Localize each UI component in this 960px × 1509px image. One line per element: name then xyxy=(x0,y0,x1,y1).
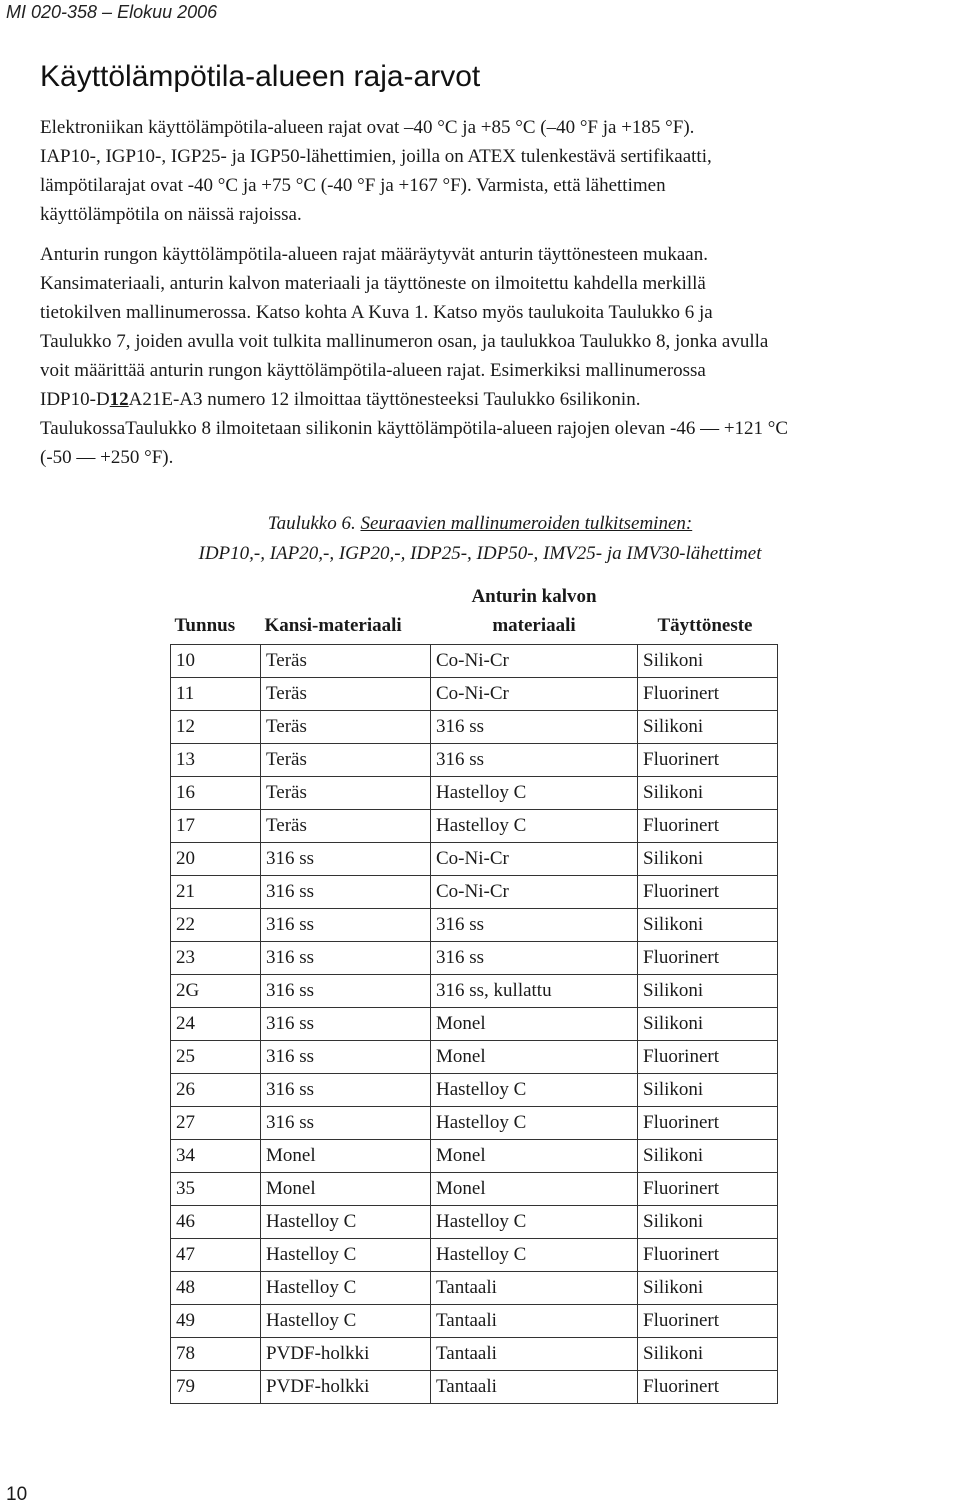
table-row xyxy=(171,1239,778,1272)
cell-fill-fluid: Silikoni xyxy=(638,645,778,678)
cell-diaphragm-material: Co-Ni-Cr xyxy=(431,876,638,909)
table-row xyxy=(171,777,778,810)
model-example-prefix: IDP10-D xyxy=(40,389,110,410)
cell-cover-material: Hastelloy C xyxy=(261,1305,431,1338)
cell-diaphragm-material: 316 ss xyxy=(431,711,638,744)
table-row xyxy=(171,876,778,909)
model-code-table xyxy=(170,582,778,1404)
header-diaphragm-material xyxy=(431,582,638,645)
table-row xyxy=(171,1041,778,1074)
cell-fill-fluid: Silikoni xyxy=(638,711,778,744)
header-code: Tunnus xyxy=(171,582,261,645)
cell-code: 47 xyxy=(171,1239,261,1272)
cell-code: 26 xyxy=(171,1074,261,1107)
cell-code: 46 xyxy=(171,1206,261,1239)
cell-code: 12 xyxy=(171,711,261,744)
paragraph-line: tietokilven mallinumerossa. Katso kohta A Kuva 1. Katso myös taulukoita Taulukko 6 ja xyxy=(40,302,713,323)
cell-code: 27 xyxy=(171,1107,261,1140)
cell-cover-material: 316 ss xyxy=(261,843,431,876)
cell-cover-material: 316 ss xyxy=(261,1074,431,1107)
table-row xyxy=(171,810,778,843)
cell-diaphragm-material: Monel xyxy=(431,1173,638,1206)
cell-fill-fluid: Silikoni xyxy=(638,1074,778,1107)
cell-code: 13 xyxy=(171,744,261,777)
cell-cover-material: 316 ss xyxy=(261,942,431,975)
cell-code: 78 xyxy=(171,1338,261,1371)
cell-cover-material: Teräs xyxy=(261,777,431,810)
cell-code: 17 xyxy=(171,810,261,843)
cell-fill-fluid: Silikoni xyxy=(638,1272,778,1305)
cell-fill-fluid: Fluorinert xyxy=(638,744,778,777)
cell-cover-material: Teräs xyxy=(261,810,431,843)
cell-fill-fluid: Fluorinert xyxy=(638,1239,778,1272)
cell-cover-material: PVDF-holkki xyxy=(261,1338,431,1371)
running-header: MI 020-358 – Elokuu 2006 xyxy=(6,2,218,22)
cell-code: 21 xyxy=(171,876,261,909)
page-number: 10 xyxy=(6,1484,28,1505)
table-body xyxy=(171,645,778,1404)
cell-diaphragm-material: 316 ss, kullattu xyxy=(431,975,638,1008)
paragraph-line: IAP10-, IGP10-, IGP25- ja IGP50-lähettimien, joilla on ATEX tulenkestävä sertifikaatti, xyxy=(40,146,712,167)
cell-code: 16 xyxy=(171,777,261,810)
cell-diaphragm-material: Co-Ni-Cr xyxy=(431,645,638,678)
table-row xyxy=(171,1074,778,1107)
cell-cover-material: 316 ss xyxy=(261,1107,431,1140)
cell-cover-material: 316 ss xyxy=(261,1008,431,1041)
cell-code: 48 xyxy=(171,1272,261,1305)
cell-diaphragm-material: Tantaali xyxy=(431,1338,638,1371)
cell-diaphragm-material: Hastelloy C xyxy=(431,777,638,810)
cell-cover-material: 316 ss xyxy=(261,975,431,1008)
section-title: Käyttölämpötila-alueen raja-arvot xyxy=(40,60,481,93)
paragraph-line: Anturin rungon käyttölämpötila-alueen rajat määräytyvät anturin täyttönesteen mukaan. xyxy=(40,244,708,265)
cell-cover-material: Teräs xyxy=(261,744,431,777)
cell-code: 34 xyxy=(171,1140,261,1173)
cell-fill-fluid: Fluorinert xyxy=(638,1305,778,1338)
table-row xyxy=(171,645,778,678)
cell-fill-fluid: Fluorinert xyxy=(638,1107,778,1140)
cell-diaphragm-material: 316 ss xyxy=(431,744,638,777)
cell-fill-fluid: Silikoni xyxy=(638,975,778,1008)
cell-code: 2G xyxy=(171,975,261,1008)
header-fill-fluid: Täyttöneste xyxy=(638,582,778,645)
table-header-row xyxy=(171,582,778,645)
paragraph-line: (-50 — +250 °F). xyxy=(40,447,174,468)
paragraph-line: voit määrittää anturin rungon käyttölämpötila-alueen rajat. Esimerkiksi mallinumerossa xyxy=(40,360,706,381)
cell-diaphragm-material: Monel xyxy=(431,1140,638,1173)
table-row xyxy=(171,1107,778,1140)
paragraph-line: Kansimateriaali, anturin kalvon materiaali ja täyttöneste on ilmoitettu kahdella merkillä xyxy=(40,273,706,294)
cell-cover-material: Teräs xyxy=(261,678,431,711)
cell-code: 49 xyxy=(171,1305,261,1338)
cell-fill-fluid: Fluorinert xyxy=(638,1173,778,1206)
cell-diaphragm-material: Co-Ni-Cr xyxy=(431,843,638,876)
table-row xyxy=(171,1305,778,1338)
cell-code: 10 xyxy=(171,645,261,678)
cell-cover-material: Monel xyxy=(261,1140,431,1173)
table-row xyxy=(171,975,778,1008)
table-row xyxy=(171,1173,778,1206)
table-caption-subtitle: IDP10,-, IAP20,-, IGP20,-, IDP25-, IDP50-, IMV25- ja IMV30-lähettimet xyxy=(198,543,762,564)
cell-cover-material: Monel xyxy=(261,1173,431,1206)
cell-cover-material: Teräs xyxy=(261,711,431,744)
cell-diaphragm-material: Hastelloy C xyxy=(431,1239,638,1272)
cell-diaphragm-material: Hastelloy C xyxy=(431,810,638,843)
cell-fill-fluid: Silikoni xyxy=(638,1206,778,1239)
table-row xyxy=(171,909,778,942)
model-example-suffix: A21E-A3 numero 12 ilmoittaa täyttönesteeksi Taulukko 6silikonin. xyxy=(128,389,641,410)
cell-cover-material: Teräs xyxy=(261,645,431,678)
cell-diaphragm-material: 316 ss xyxy=(431,942,638,975)
cell-fill-fluid: Fluorinert xyxy=(638,810,778,843)
cell-code: 79 xyxy=(171,1371,261,1404)
table-row xyxy=(171,744,778,777)
table-row xyxy=(171,1371,778,1404)
table-row xyxy=(171,1206,778,1239)
cell-fill-fluid: Silikoni xyxy=(638,1140,778,1173)
cell-cover-material: PVDF-holkki xyxy=(261,1371,431,1404)
cell-code: 11 xyxy=(171,678,261,711)
cell-fill-fluid: Silikoni xyxy=(638,1338,778,1371)
header-diaphragm-line1: Anturin kalvon xyxy=(471,586,597,607)
cell-code: 22 xyxy=(171,909,261,942)
cell-cover-material: 316 ss xyxy=(261,909,431,942)
cell-cover-material: Hastelloy C xyxy=(261,1239,431,1272)
cell-fill-fluid: Fluorinert xyxy=(638,876,778,909)
cell-fill-fluid: Silikoni xyxy=(638,909,778,942)
paragraph-line: TaulukossaTaulukko 8 ilmoitetaan silikonin käyttölämpötila-alueen rajojen olevan -46 — +121 °C xyxy=(40,418,789,439)
cell-cover-material: 316 ss xyxy=(261,1041,431,1074)
header-diaphragm-line2: materiaali xyxy=(492,615,576,636)
table-row xyxy=(171,1008,778,1041)
cell-fill-fluid: Silikoni xyxy=(638,1008,778,1041)
cell-fill-fluid: Silikoni xyxy=(638,843,778,876)
cell-diaphragm-material: Hastelloy C xyxy=(431,1206,638,1239)
table-caption xyxy=(0,513,960,535)
cell-code: 24 xyxy=(171,1008,261,1041)
paragraph-line: käyttölämpötila on näissä rajoissa. xyxy=(40,204,302,225)
table-caption-title: Seuraavien mallinumeroiden tulkitseminen: xyxy=(360,513,693,534)
cell-cover-material: Hastelloy C xyxy=(261,1206,431,1239)
cell-diaphragm-material: Monel xyxy=(431,1008,638,1041)
paragraph-line: Elektroniikan käyttölämpötila-alueen rajat ovat –40 °C ja +85 °C (–40 °F ja +185 °F). xyxy=(40,117,695,138)
cell-diaphragm-material: 316 ss xyxy=(431,909,638,942)
table-caption-label: Taulukko 6. xyxy=(267,513,356,534)
cell-code: 35 xyxy=(171,1173,261,1206)
cell-fill-fluid: Fluorinert xyxy=(638,942,778,975)
cell-diaphragm-material: Tantaali xyxy=(431,1272,638,1305)
table-row xyxy=(171,1338,778,1371)
cell-diaphragm-material: Tantaali xyxy=(431,1305,638,1338)
table-row xyxy=(171,942,778,975)
table-row xyxy=(171,1272,778,1305)
cell-diaphragm-material: Hastelloy C xyxy=(431,1107,638,1140)
model-example-code: 12 xyxy=(109,389,129,410)
table-row xyxy=(171,711,778,744)
cell-fill-fluid: Fluorinert xyxy=(638,1041,778,1074)
cell-cover-material: 316 ss xyxy=(261,876,431,909)
cell-fill-fluid: Fluorinert xyxy=(638,678,778,711)
cell-diaphragm-material: Hastelloy C xyxy=(431,1074,638,1107)
cell-fill-fluid: Silikoni xyxy=(638,777,778,810)
table-row xyxy=(171,678,778,711)
cell-code: 25 xyxy=(171,1041,261,1074)
header-cover-material: Kansi-materiaali xyxy=(261,582,431,645)
cell-diaphragm-material: Co-Ni-Cr xyxy=(431,678,638,711)
electronics-temperature-paragraph xyxy=(40,113,940,229)
sensor-temperature-paragraph xyxy=(40,240,940,472)
table-row xyxy=(171,843,778,876)
cell-fill-fluid: Fluorinert xyxy=(638,1371,778,1404)
cell-diaphragm-material: Tantaali xyxy=(431,1371,638,1404)
cell-code: 20 xyxy=(171,843,261,876)
table-row xyxy=(171,1140,778,1173)
cell-code: 23 xyxy=(171,942,261,975)
paragraph-line: lämpötilarajat ovat -40 °C ja +75 °C (-40 °F ja +167 °F). Varmista, että lähettimen xyxy=(40,175,666,196)
paragraph-line: Taulukko 7, joiden avulla voit tulkita mallinumeron osan, ja taulukkoa Taulukko 8, jonka avulla xyxy=(40,331,769,352)
cell-diaphragm-material: Monel xyxy=(431,1041,638,1074)
cell-cover-material: Hastelloy C xyxy=(261,1272,431,1305)
